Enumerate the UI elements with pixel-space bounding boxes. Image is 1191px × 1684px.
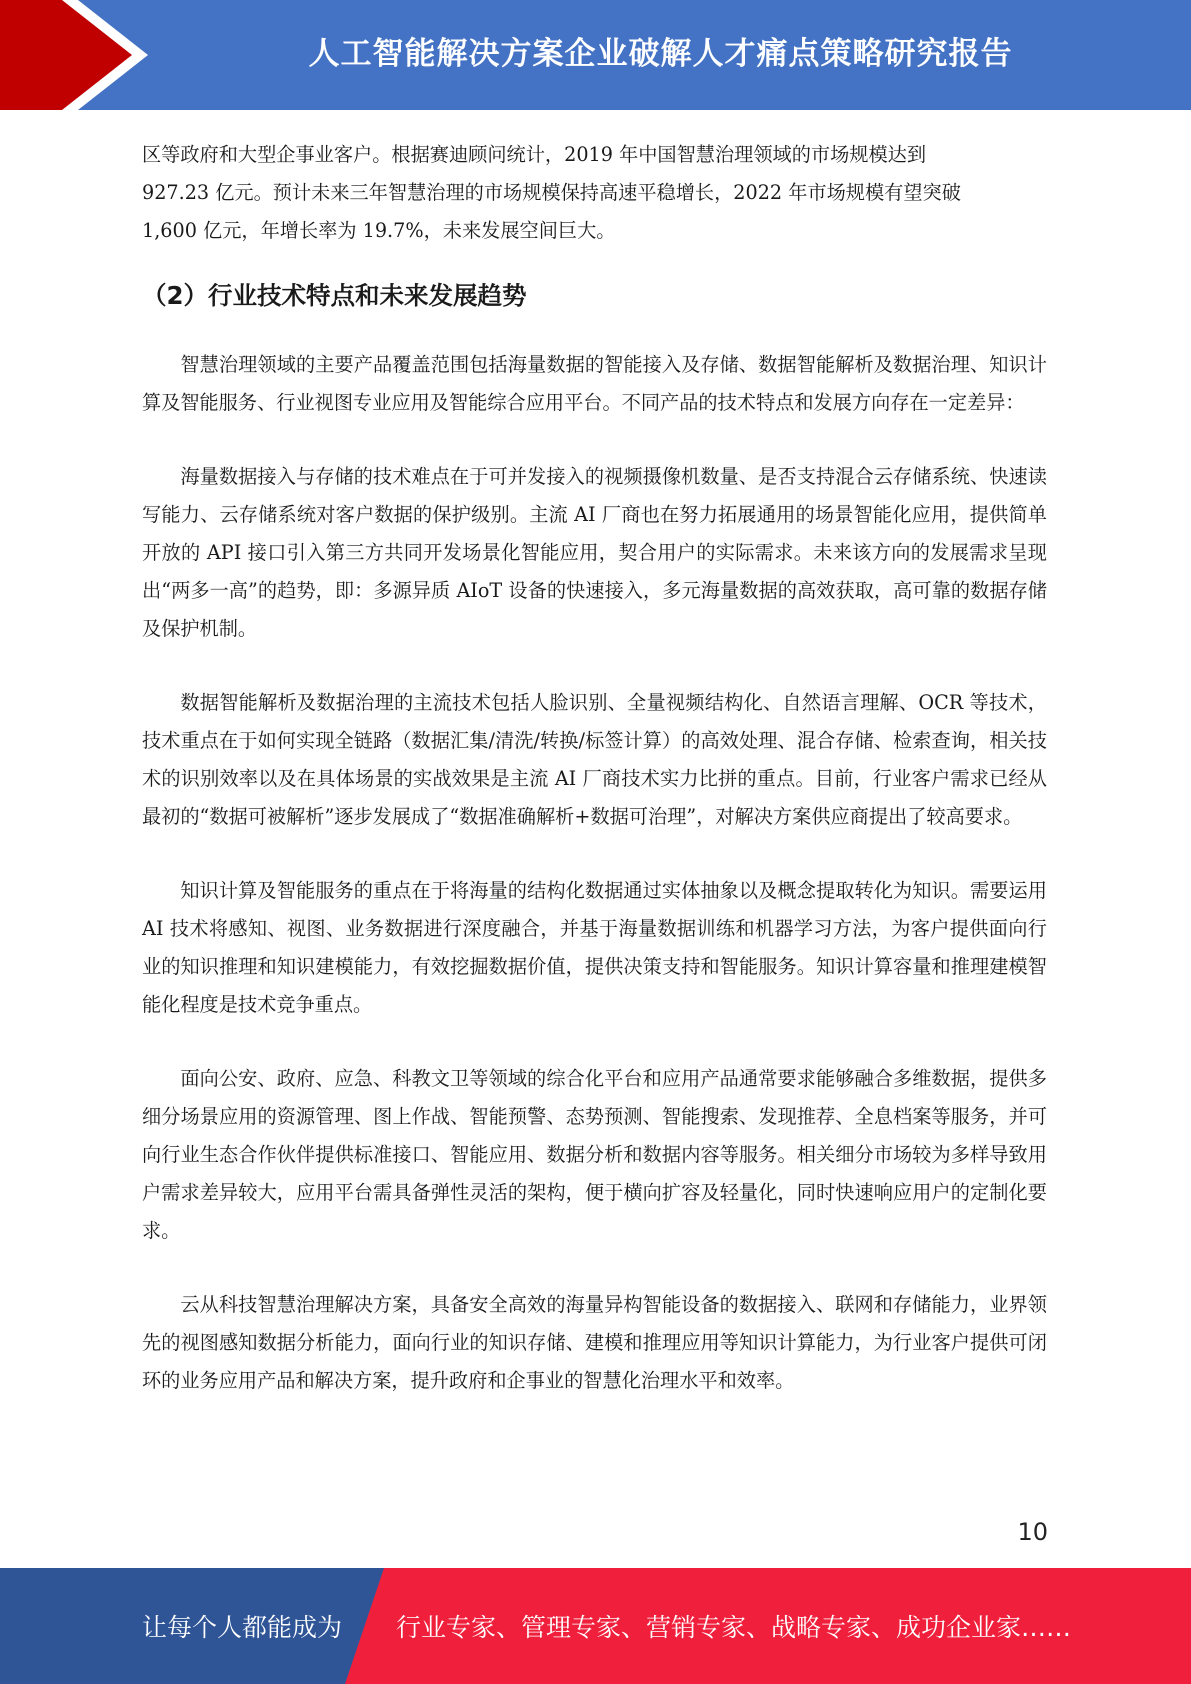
paragraph: 智慧治理领域的主要产品覆盖范围包括海量数据的智能接入及存储、数据智能解析及数据治理、知识计算及智能服务、行业视图专业应用及智能综合应用平台。不同产品的技术特点和发展方向存在一定差异： xyxy=(142,353,1047,414)
page-header xyxy=(0,0,1191,110)
report-title: 人工智能解决方案企业破解人才痛点策略研究报告 xyxy=(308,35,1013,72)
intro-line: 1,600 亿元，年增长率为 19.7%，未来发展空间巨大。 xyxy=(142,219,616,242)
paragraph: 知识计算及智能服务的重点在于将海量的结构化数据通过实体抽象以及概念提取转化为知识。需要运用 AI 技术将感知、视图、业务数据进行深度融合，并基于海量数据训练和机器学习方法，为客户提供面向行业的知识推理和知识建模能力，有效挖掘数据价值，提供决策支持和智能服务。知识计算容量和推理建模智能化程度是技术竞争重点。 xyxy=(142,879,1047,1016)
intro-line: 区等政府和大型企事业客户。根据赛迪顾问统计，2019 年中国智慧治理领域的市场规模达到 xyxy=(142,143,927,166)
paragraph: 面向公安、政府、应急、科教文卫等领域的综合化平台和应用产品通常要求能够融合多维数据，提供多细分场景应用的资源管理、图上作战、智能预警、态势预测、智能搜索、发现推荐、全息档案等服务，并可向行业生态合作伙伴提供标准接口、智能应用、数据分析和数据内容等服务。相关细分市场较为多样导致用户需求差异较大，应用平台需具备弹性灵活的架构，便于横向扩容及轻量化，同时快速响应用户的定制化要求。 xyxy=(142,1067,1047,1242)
header-chevron-icon xyxy=(0,0,160,110)
page-number: 10 xyxy=(1017,1518,1048,1546)
page-footer xyxy=(0,1568,1191,1684)
paragraph: 海量数据接入与存储的技术难点在于可并发接入的视频摄像机数量、是否支持混合云存储系统、快速读写能力、云存储系统对客户数据的保护级别。主流 AI 厂商也在努力拓展通用的场景智能化应用，提供简单开放的 API 接口引入第三方共同开发场景化智能应用，契合用户的实际需求。未来该方向的发展需求呈现出“两多一高”的趋势，即：多源异质 AIoT 设备的快速接入，多元海量数据的高效获取，高可靠的数据存储及保护机制。 xyxy=(142,465,1047,640)
page-content xyxy=(142,136,1047,1400)
intro-line: 927.23 亿元。预计未来三年智慧治理的市场规模保持高速平稳增长，2022 年市场规模有望突破 xyxy=(142,181,961,204)
paragraph: 云从科技智慧治理解决方案，具备安全高效的海量异构智能设备的数据接入、联网和存储能力，业界领先的视图感知数据分析能力，面向行业的知识存储、建模和推理应用等知识计算能力，为行业客户提供可闭环的业务应用产品和解决方案，提升政府和企事业的智慧化治理水平和效率。 xyxy=(142,1293,1047,1392)
footer-slogan-right: 行业专家、管理专家、营销专家、战略专家、成功企业家…… xyxy=(396,1613,1072,1642)
paragraph: 数据智能解析及数据治理的主流技术包括人脸识别、全量视频结构化、自然语言理解、OCR 等技术，技术重点在于如何实现全链路（数据汇集/清洗/转换/标签计算）的高效处理、混合存储、检索查询，相关技术的识别效率以及在具体场景的实战效果是主流 AI 厂商技术实力比拼的重点。目前，行业客户需求已经从最初的“数据可被解析”逐步发展成了“数据准确解析+数据可治理”，对解决方案供应商提出了较高要求。 xyxy=(142,691,1047,828)
footer-slogan-left: 让每个人都能成为 xyxy=(142,1613,343,1642)
section-heading: （2）行业技术特点和未来发展趋势 xyxy=(142,281,527,310)
